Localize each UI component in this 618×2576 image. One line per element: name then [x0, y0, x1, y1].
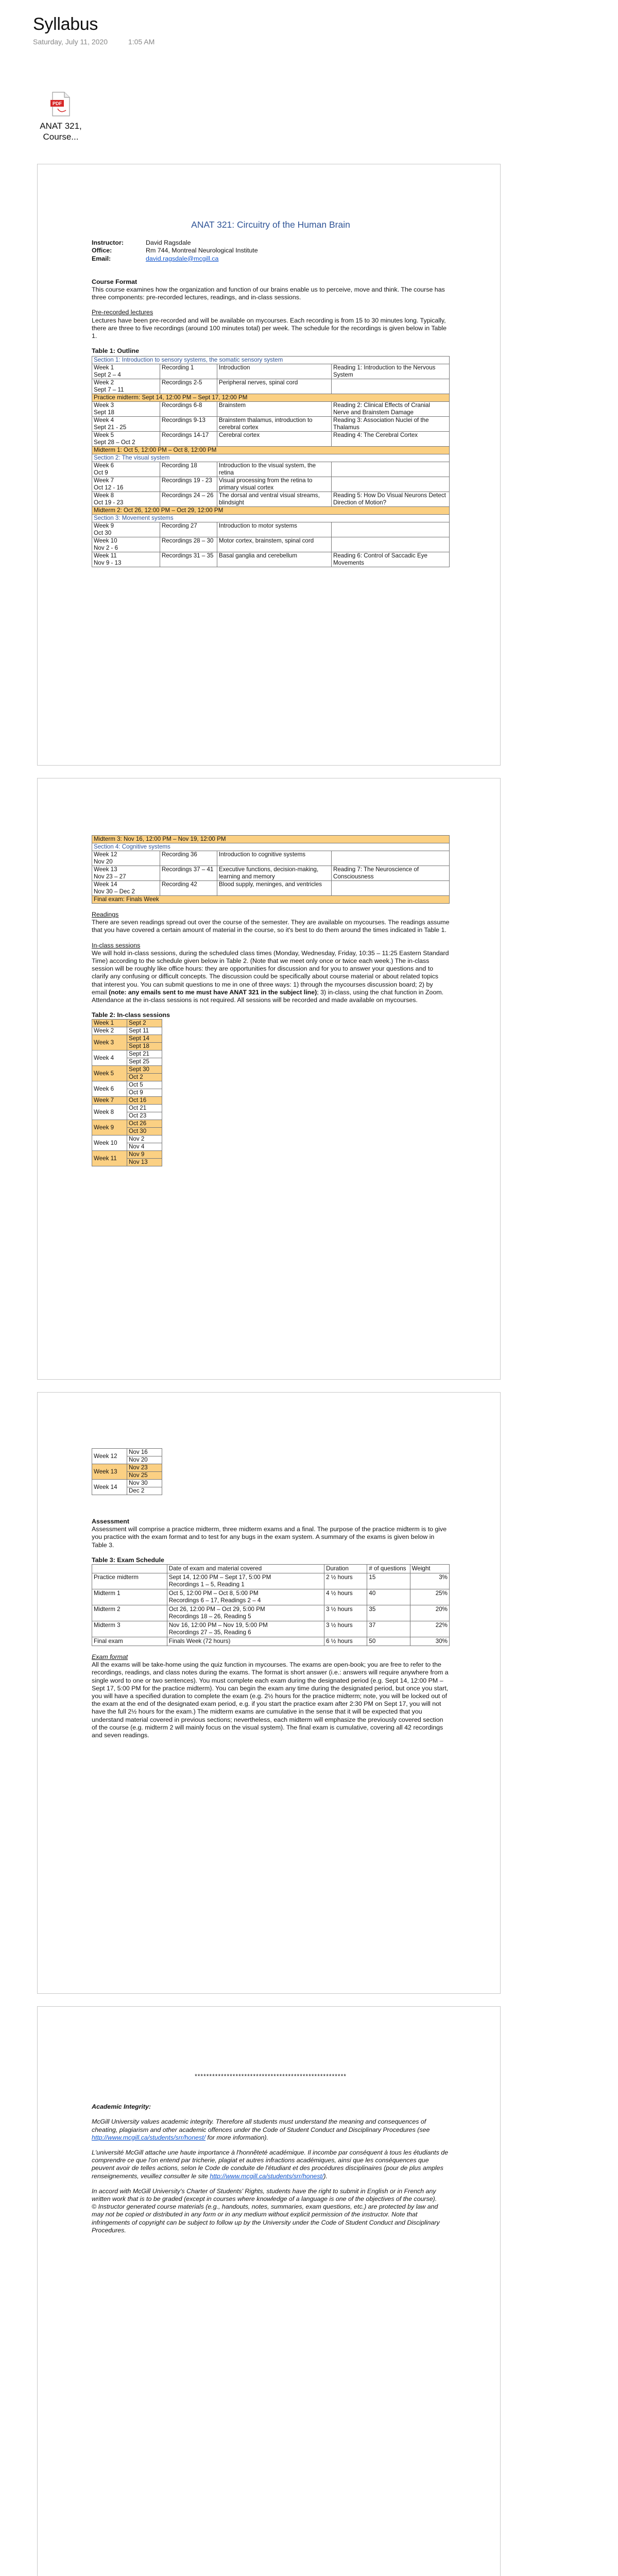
session-date-cell: Oct 2	[127, 1074, 162, 1081]
exam-format-heading: Exam format	[92, 1653, 128, 1661]
section-row	[92, 843, 450, 851]
exam-duration-cell: 3 ½ hours	[324, 1605, 367, 1621]
outline-table-continued	[92, 835, 450, 904]
week-cell: Week 7 Oct 12 - 16	[92, 477, 160, 492]
session-row	[92, 1151, 162, 1159]
email-link[interactable]: david.ragsdale@mcgill.ca	[146, 255, 219, 262]
recording-cell: Recordings 37 – 41	[160, 866, 217, 881]
exam-header-cell: Date of exam and material covered	[167, 1565, 324, 1573]
exam-date-cell: Oct 26, 12:00 PM – Oct 29, 5:00 PM Recordings 18 – 26, Reading 5	[167, 1605, 324, 1621]
recording-cell: Recording 36	[160, 851, 217, 866]
table2-caption: Table 2: In-class sessions	[92, 1011, 170, 1019]
outline-row	[92, 462, 450, 477]
reading-cell	[331, 522, 449, 537]
reading-cell	[331, 537, 449, 552]
session-date-cell: Nov 4	[127, 1143, 162, 1151]
note-time: 1:05 AM	[128, 38, 155, 46]
page-title[interactable]: Syllabus	[33, 14, 98, 34]
reading-cell: Reading 3: Association Nuclei of the Thalamus	[331, 417, 449, 432]
exam-date-cell: Sept 14, 12:00 PM – Sept 17, 5:00 PM Recordings 1 – 5, Reading 1	[167, 1573, 324, 1589]
reading-cell: Reading 7: The Neuroscience of Consciousness	[331, 866, 449, 881]
in-class-text-part1: We will hold in-class sessions, during the scheduled class times (Monday, Wednesday, Friday, 10:35 – 11:25 Eastern Standard Time) according to the schedule given below in Table 2. (Note that we meet only once or twice each week.) The in-class session will be roughly like office hours: they are opportunities for discussion and for you to answer your questions and to clarify any confusing or difficult concepts. The discussion could be specifically about course material or about related topics that interest you. You can submit questions to me in one of three ways: 1) through the mycourses discussion board; 2) by email	[92, 949, 449, 996]
session-row	[92, 1449, 162, 1456]
in-class-text-part2: ; 3) in-class, using the chat function in Zoom. Attendance at the in-class sessions is not required. All sessions will be recorded and made available on mycourses.	[92, 988, 444, 1004]
session-date-cell: Sept 30	[127, 1066, 162, 1074]
session-date-cell: Oct 21	[127, 1105, 162, 1112]
session-date-cell: Nov 23	[127, 1464, 162, 1472]
topic-cell: Brainstem	[217, 402, 331, 417]
session-date-cell: Sept 18	[127, 1043, 162, 1050]
note-header	[33, 14, 154, 46]
session-week-cell: Week 6	[92, 1081, 127, 1097]
outline-row	[92, 379, 450, 394]
recording-cell: Recordings 6-8	[160, 402, 217, 417]
recording-cell: Recordings 31 – 35	[160, 552, 217, 567]
session-week-cell: Week 5	[92, 1066, 127, 1081]
exam-header-cell: Duration	[324, 1565, 367, 1573]
reading-cell	[331, 462, 449, 477]
reading-cell	[331, 881, 449, 896]
pdf-page-3	[37, 1392, 501, 1994]
reading-cell: Reading 2: Clinical Effects of Cranial Nerve and Brainstem Damage	[331, 402, 449, 417]
session-date-cell: Nov 20	[127, 1456, 162, 1464]
integrity-p1-text: McGill University values academic integrity. Therefore all students must understand the meaning and consequences of cheating, plagiarism and other academic offences under the Code of Student Conduct and Disciplinary Procedures (see	[92, 2118, 430, 2133]
session-date-cell: Oct 26	[127, 1120, 162, 1128]
outline-row	[92, 537, 450, 552]
week-cell: Week 9 Oct 30	[92, 522, 160, 537]
assessment-heading: Assessment	[92, 1518, 130, 1525]
session-date-cell: Oct 5	[127, 1081, 162, 1089]
recording-cell: Recording 18	[160, 462, 217, 477]
session-date-cell: Sept 21	[127, 1050, 162, 1058]
exam-date-cell: Final exam: Finals Week	[92, 896, 450, 904]
in-class-text	[92, 950, 450, 1004]
office-value: Rm 744, Montreal Neurological Institute	[146, 247, 258, 255]
session-row	[92, 1105, 162, 1112]
topic-cell: Introduction to the visual system, the retina	[217, 462, 331, 477]
week-cell: Week 3 Sept 18	[92, 402, 160, 417]
exam-duration-cell: 2 ½ hours	[324, 1573, 367, 1589]
reading-cell: Reading 4: The Cerebral Cortex	[331, 432, 449, 447]
week-cell: Week 8 Oct 19 - 23	[92, 492, 160, 507]
outline-row	[92, 402, 450, 417]
exam-date-cell: Finals Week (72 hours)	[167, 1637, 324, 1646]
session-date-cell: Nov 2	[127, 1136, 162, 1143]
reading-cell: Reading 6: Control of Saccadic Eye Movements	[331, 552, 449, 567]
outline-row	[92, 492, 450, 507]
session-week-cell: Week 4	[92, 1050, 127, 1066]
week-cell: Week 13 Nov 23 – 27	[92, 866, 160, 881]
exam-format-text: All the exams will be take-home using the quiz function in mycourses. The exams are open-book; you are free to refer to the recordings, readings, and class notes during the exams. The format is short answer (i.e.: answers will require anywhere from a single word to one or two sentences). You must complete each exam during the designated period (e.g. Sept 14, 12:00 PM – Sept 17, 5:00 PM for the practice midterm). You can begin the exam any time during the designated period, but once you start, you will have a specified duration to complete the exam (e.g. 2½ hours for the practice midterm; note, you will be locked out of the exam at the end of the designated exam period, e.g. if you start the practice exam after 2:30 PM on Sept 17, you will not have the full 2½ hours for the exam.) The midterm exams are cumulative in the sense that it will be expected that you understand material covered in previous sections; nevertheless, each midterm will emphasize the previously covered section of the course (e.g. midterm 2 will mainly focus on the visual system). The final exam is cumulative, covering all 42 recordings and seven readings.	[92, 1661, 449, 1739]
instructor-row	[92, 239, 450, 247]
exam-name-cell: Final exam	[92, 1637, 167, 1646]
exam-header-cell: Weight	[410, 1565, 449, 1573]
exam-row	[92, 836, 450, 843]
topic-cell: Cerebral cortex	[217, 432, 331, 447]
section-row	[92, 515, 450, 522]
session-date-cell: Oct 16	[127, 1097, 162, 1105]
reading-cell: Reading 5: How Do Visual Neurons Detect Direction of Motion?	[331, 492, 449, 507]
recording-cell: Recordings 9-13	[160, 417, 217, 432]
exam-row	[92, 1621, 450, 1637]
in-class-sessions-table-continued	[92, 1448, 162, 1495]
office-label: Office:	[92, 247, 112, 255]
table1-caption: Table 1: Outline	[92, 347, 140, 355]
week-cell: Week 6 Oct 9	[92, 462, 160, 477]
exam-questions-cell: 15	[367, 1573, 410, 1589]
topic-cell: Introduction to cognitive systems	[217, 851, 331, 866]
exam-date-cell: Midterm 3: Nov 16, 12:00 PM – Nov 19, 12:00 PM	[92, 836, 450, 843]
exam-row	[92, 394, 450, 402]
exam-weight-cell: 3%	[410, 1573, 449, 1589]
exam-questions-cell: 35	[367, 1605, 410, 1621]
session-week-cell: Week 13	[92, 1464, 127, 1480]
course-format-heading: Course Format	[92, 278, 138, 285]
session-week-cell: Week 2	[92, 1027, 127, 1035]
attachment-name-line1: ANAT 321,	[40, 121, 82, 131]
exam-row	[92, 1573, 450, 1589]
outline-row	[92, 851, 450, 866]
exam-weight-cell: 22%	[410, 1621, 449, 1637]
exam-name-cell: Practice midterm	[92, 1573, 167, 1589]
page-2-content	[92, 834, 450, 1166]
topic-cell: Basal ganglia and cerebellum	[217, 552, 331, 567]
exam-duration-cell: 4 ½ hours	[324, 1589, 367, 1605]
session-row	[92, 1120, 162, 1128]
pdf-page-4	[37, 2006, 501, 2576]
session-week-cell: Week 7	[92, 1097, 127, 1105]
copyright-paragraph: © Instructor generated course materials (e.g., handouts, notes, summaries, exam questions, etc.) are protected by law and may not be copied or distributed in any form or in any medium without explicit permission of the instructor. Note that infringements of copyright can be subject to follow up by the University under the Code of Student Conduct and Disciplinary Procedures.	[92, 2203, 440, 2234]
outline-row	[92, 364, 450, 379]
session-date-cell: Sept 11	[127, 1027, 162, 1035]
session-date-cell: Oct 30	[127, 1128, 162, 1136]
note-meta	[33, 38, 154, 46]
integrity-link-en[interactable]: http://www.mcgill.ca/students/srr/honest/	[92, 2133, 206, 2141]
integrity-link-fr[interactable]: http://www.mcgill.ca/students/srr/honest/	[210, 2172, 324, 2180]
session-date-cell: Nov 25	[127, 1472, 162, 1480]
week-cell: Week 11 Nov 9 - 13	[92, 552, 160, 567]
session-row	[92, 1480, 162, 1487]
session-row	[92, 1136, 162, 1143]
language-rights-paragraph: In accord with McGill University's Charter of Students' Rights, students have the right to submit in English or in French any written work that is to be graded (except in courses where knowledge of a language is one of the objectives of the course).	[92, 2187, 437, 2203]
integrity-paragraph-fr	[92, 2149, 450, 2180]
exam-questions-cell: 50	[367, 1637, 410, 1646]
session-week-cell: Week 9	[92, 1120, 127, 1136]
exam-schedule-table	[92, 1564, 450, 1646]
topic-cell: Introduction	[217, 364, 331, 379]
session-date-cell: Nov 9	[127, 1151, 162, 1159]
session-date-cell: Sept 25	[127, 1058, 162, 1066]
section-title-cell: Section 4: Cognitive systems	[92, 843, 450, 851]
page-1-content	[92, 221, 450, 567]
session-week-cell: Week 8	[92, 1105, 127, 1120]
session-week-cell: Week 12	[92, 1449, 127, 1464]
topic-cell: Introduction to motor systems	[217, 522, 331, 537]
topic-cell: Peripheral nerves, spinal cord	[217, 379, 331, 394]
recording-cell: Recordings 2-5	[160, 379, 217, 394]
exam-header-row	[92, 1565, 450, 1573]
outline-row	[92, 477, 450, 492]
in-class-email-note: (note: any emails sent to me must have ANAT 321 in the subject line)	[109, 988, 317, 996]
exam-weight-cell: 30%	[410, 1637, 449, 1646]
in-class-heading: In-class sessions	[92, 941, 141, 949]
email-label: Email:	[92, 255, 111, 262]
session-row	[92, 1464, 162, 1472]
table3-caption: Table 3: Exam Schedule	[92, 1556, 164, 1564]
exam-date-cell: Midterm 2: Oct 26, 12:00 PM – Oct 29, 12:00 PM	[92, 507, 450, 515]
exam-date-cell: Nov 16, 12:00 PM – Nov 19, 5:00 PM Recordings 27 – 35, Reading 6	[167, 1621, 324, 1637]
assessment-text: Assessment will comprise a practice midterm, three midterm exams and a final. The purpose of the practice midterm is to give you practice with the exam format and to test for any bugs in the exam system. A summary of the exams is given below in Table 3.	[92, 1526, 447, 1549]
pdf-attachment[interactable]	[35, 92, 87, 142]
reading-cell	[331, 477, 449, 492]
section-title-cell: Section 2: The visual system	[92, 454, 450, 462]
session-date-cell: Sept 2	[127, 1020, 162, 1027]
pdf-file-icon	[50, 92, 71, 116]
reading-cell	[331, 851, 449, 866]
pre-recorded-heading: Pre-recorded lectures	[92, 309, 153, 316]
week-cell: Week 12 Nov 20	[92, 851, 160, 866]
section-title-cell: Section 3: Movement systems	[92, 515, 450, 522]
readings-heading: Readings	[92, 911, 119, 918]
pdf-page-2	[37, 778, 501, 1380]
exam-header-cell: # of questions	[367, 1565, 410, 1573]
pre-recorded-text: Lectures have been pre-recorded and will be available on mycourses. Each recording is from 15 to 30 minutes long. Typically, there are three to five recordings (around 100 minutes total) per week. The schedule for the recordings is given below in Table 1.	[92, 316, 447, 340]
exam-name-cell: Midterm 1	[92, 1589, 167, 1605]
exam-row	[92, 1605, 450, 1621]
office-row	[92, 247, 450, 255]
pdf-page-1	[37, 164, 501, 766]
exam-date-cell: Midterm 1: Oct 5, 12:00 PM – Oct 8, 12:00 PM	[92, 447, 450, 454]
recording-cell: Recording 42	[160, 881, 217, 896]
recording-cell: Recording 27	[160, 522, 217, 537]
session-row	[92, 1050, 162, 1058]
reading-cell: Reading 1: Introduction to the Nervous System	[331, 364, 449, 379]
week-cell: Week 4 Sept 21 - 25	[92, 417, 160, 432]
session-week-cell: Week 3	[92, 1035, 127, 1050]
exam-questions-cell: 40	[367, 1589, 410, 1605]
week-cell: Week 14 Nov 30 – Dec 2	[92, 881, 160, 896]
recording-cell: Recordings 28 – 30	[160, 537, 217, 552]
exam-row	[92, 1589, 450, 1605]
instructor-label: Instructor:	[92, 239, 124, 247]
topic-cell: Visual processing from the retina to primary visual cortex	[217, 477, 331, 492]
email-row	[92, 255, 450, 263]
topic-cell: Executive functions, decision-making, learning and memory	[217, 866, 331, 881]
readings-text: There are seven readings spread out over the course of the semester. They are available on mycourses. The readings assume that you have covered a certain amount of material in the course, so it's best to do them around the times indicated in Table 1.	[92, 919, 450, 934]
instructor-value: David Ragsdale	[146, 239, 191, 247]
in-class-sessions-table	[92, 1019, 162, 1166]
page-4-content	[92, 2073, 450, 2234]
section-title-cell: Section 1: Introduction to sensory systems, the somatic sensory system	[92, 357, 450, 364]
svg-text:PDF: PDF	[53, 101, 62, 106]
exam-row	[92, 447, 450, 454]
page-3-content	[92, 1448, 450, 1739]
recording-cell: Recording 1	[160, 364, 217, 379]
session-row	[92, 1097, 162, 1105]
exam-date-cell: Oct 5, 12:00 PM – Oct 8, 5:00 PM Recordings 6 – 17, Readings 2 – 4	[167, 1589, 324, 1605]
outline-table	[92, 356, 450, 567]
session-row	[92, 1027, 162, 1035]
reading-cell	[331, 379, 449, 394]
outline-row	[92, 881, 450, 896]
session-row	[92, 1066, 162, 1074]
topic-cell: Brainstem thalamus, introduction to cerebral cortex	[217, 417, 331, 432]
outline-row	[92, 552, 450, 567]
exam-weight-cell: 25%	[410, 1589, 449, 1605]
integrity-p2-text: L'université McGill attache une haute importance à l'honnêteté académique. Il incombe par conséquent à tous les étudiants de comprendre ce que l'on entend par tricherie, plagiat et autres infractions académiques, ainsi que les conséquences que peuvent avoir de telles actions, selon le Code de conduite de l'étudiant et des procédures disciplinaires (pour de plus amples renseignements, veuillez consulter le site	[92, 2149, 449, 2180]
session-date-cell: Oct 23	[127, 1112, 162, 1120]
session-row	[92, 1081, 162, 1089]
section-row	[92, 357, 450, 364]
recording-cell: Recordings 24 – 26	[160, 492, 217, 507]
exam-name-cell: Midterm 2	[92, 1605, 167, 1621]
exam-row	[92, 1637, 450, 1646]
session-week-cell: Week 1	[92, 1020, 127, 1027]
week-cell: Week 2 Sept 7 – 11	[92, 379, 160, 394]
topic-cell: The dorsal and ventral visual streams, blindsight	[217, 492, 331, 507]
exam-name-cell: Midterm 3	[92, 1621, 167, 1637]
section-row	[92, 454, 450, 462]
week-cell: Week 10 Nov 2 - 6	[92, 537, 160, 552]
topic-cell: Motor cortex, brainstem, spinal cord	[217, 537, 331, 552]
session-row	[92, 1020, 162, 1027]
outline-row	[92, 522, 450, 537]
exam-row	[92, 507, 450, 515]
session-date-cell: Oct 9	[127, 1089, 162, 1097]
exam-date-cell: Practice midterm: Sept 14, 12:00 PM – Sept 17, 12:00 PM	[92, 394, 450, 402]
session-date-cell: Dec 2	[127, 1487, 162, 1495]
course-format-text: This course examines how the organization and function of our brains enable us to perceive, move and think. The course has three components: pre-recorded lectures, readings, and in-class sessions.	[92, 286, 445, 301]
attachment-name-line2: Course...	[43, 132, 79, 142]
session-date-cell: Nov 16	[127, 1449, 162, 1456]
separator-stars: ****************************************************	[195, 2073, 347, 2080]
session-week-cell: Week 11	[92, 1151, 127, 1166]
exam-duration-cell: 6 ½ hours	[324, 1637, 367, 1646]
outline-row	[92, 866, 450, 881]
note-date: Saturday, July 11, 2020	[33, 38, 108, 46]
week-cell: Week 1 Sept 2 – 4	[92, 364, 160, 379]
academic-integrity-heading: Academic Integrity:	[92, 2103, 151, 2111]
exam-weight-cell: 20%	[410, 1605, 449, 1621]
recording-cell: Recordings 14-17	[160, 432, 217, 447]
session-date-cell: Nov 13	[127, 1159, 162, 1166]
outline-row	[92, 432, 450, 447]
session-week-cell: Week 10	[92, 1136, 127, 1151]
session-date-cell: Sept 14	[127, 1035, 162, 1043]
week-cell: Week 5 Sept 28 – Oct 2	[92, 432, 160, 447]
integrity-paragraph-en	[92, 2118, 450, 2142]
recording-cell: Recordings 19 - 23	[160, 477, 217, 492]
session-week-cell: Week 14	[92, 1480, 127, 1495]
document-title: ANAT 321: Circuitry of the Human Brain	[191, 219, 350, 230]
exam-row	[92, 896, 450, 904]
exam-questions-cell: 37	[367, 1621, 410, 1637]
outline-row	[92, 417, 450, 432]
exam-duration-cell: 3 ½ hours	[324, 1621, 367, 1637]
session-row	[92, 1035, 162, 1043]
session-date-cell: Nov 30	[127, 1480, 162, 1487]
integrity-p2-end: ).	[323, 2172, 328, 2180]
exam-header-cell	[92, 1565, 167, 1573]
integrity-p1-end: for more information).	[205, 2133, 268, 2141]
topic-cell: Blood supply, meninges, and ventricles	[217, 881, 331, 896]
